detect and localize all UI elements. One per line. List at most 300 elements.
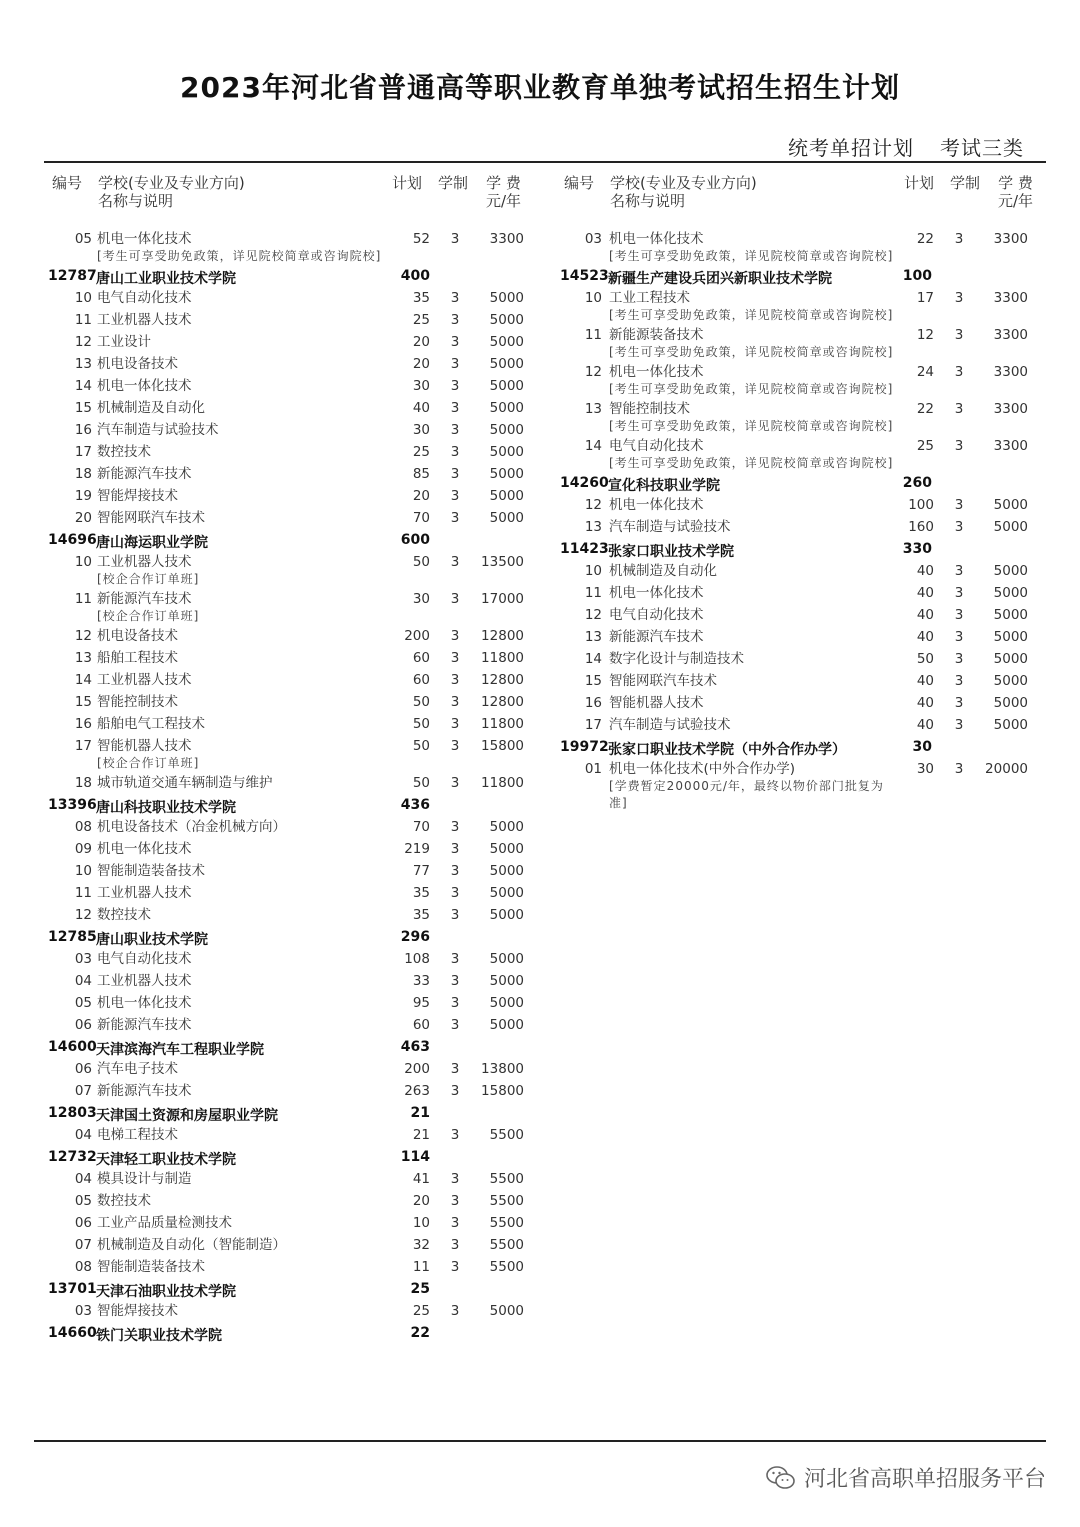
major-name: 机电一体化技术: [97, 231, 192, 247]
school-row: [558, 538, 1038, 560]
major-plan: 50: [412, 775, 430, 791]
major-years: 3: [450, 995, 460, 1011]
major-note: [校企合作订单班]: [97, 572, 200, 586]
watermark: [766, 1462, 1046, 1493]
major-fee: 5000: [489, 466, 524, 482]
major-years: 3: [450, 973, 460, 989]
school-row: [46, 1278, 536, 1300]
major-plan: 25: [412, 444, 430, 460]
major-plan: 60: [412, 650, 430, 666]
major-code: 05: [74, 1193, 92, 1209]
major-code: 03: [584, 231, 602, 247]
major-name: 工业机器人技术: [97, 554, 192, 570]
school-row: [558, 472, 1038, 494]
header-years: 学制: [438, 174, 469, 192]
major-row: [46, 1300, 536, 1322]
major-row: [558, 692, 1038, 714]
major-plan: 12: [916, 327, 934, 343]
major-name: 船舶工程技术: [97, 650, 178, 666]
major-name: 汽车制造与试验技术: [97, 422, 219, 438]
major-fee: 3300: [993, 327, 1028, 343]
major-row: [46, 713, 536, 735]
major-plan: 22: [916, 401, 934, 417]
major-fee: 3300: [993, 290, 1028, 306]
major-row: [46, 551, 536, 588]
major-plan: 20: [412, 334, 430, 350]
major-fee: 13500: [481, 554, 524, 570]
major-name: 数字化设计与制造技术: [609, 651, 744, 667]
major-name: 工业机器人技术: [97, 672, 192, 688]
major-plan: 11: [412, 1259, 430, 1275]
major-fee: 17000: [481, 591, 524, 607]
major-row: [46, 882, 536, 904]
major-years: 3: [450, 356, 460, 372]
school-plan-total: 600: [400, 532, 430, 548]
major-row: [46, 948, 536, 970]
header-plan: 计划: [904, 174, 935, 192]
major-name: 电气自动化技术: [97, 951, 192, 967]
major-years: 3: [450, 819, 460, 835]
major-plan: 40: [412, 400, 430, 416]
school-name: 宣化科技职业学院: [608, 478, 720, 494]
school-plan-total: 30: [912, 739, 932, 755]
major-code: 14: [74, 672, 92, 688]
major-row: [558, 648, 1038, 670]
major-years: 3: [954, 231, 964, 247]
major-years: 3: [450, 628, 460, 644]
major-row: [558, 516, 1038, 538]
school-plan-total: 463: [400, 1039, 430, 1055]
major-code: 15: [74, 694, 92, 710]
major-years: 3: [450, 1237, 460, 1253]
major-plan: 30: [412, 378, 430, 394]
major-row: [46, 625, 536, 647]
major-years: 3: [450, 466, 460, 482]
major-fee: 12800: [481, 672, 524, 688]
major-code: 11: [584, 585, 602, 601]
major-plan: 200: [404, 1061, 430, 1077]
major-plan: 70: [412, 510, 430, 526]
major-years: 3: [450, 1259, 460, 1275]
major-fee: 5000: [993, 673, 1028, 689]
major-fee: 5000: [489, 312, 524, 328]
major-plan: 100: [908, 497, 934, 513]
major-plan: 35: [412, 907, 430, 923]
major-years: 3: [450, 951, 460, 967]
page-subtitle: [788, 132, 1024, 161]
major-fee: 3300: [489, 231, 524, 247]
school-plan-total: 100: [902, 268, 932, 284]
major-name: 智能机器人技术: [609, 695, 704, 711]
major-name: 机电一体化技术: [609, 231, 704, 247]
school-name: 铁门关职业技术学院: [96, 1328, 222, 1344]
school-row: [558, 265, 1038, 287]
major-plan: 95: [412, 995, 430, 1011]
school-row: [46, 1102, 536, 1124]
major-row: [558, 626, 1038, 648]
major-fee: 3300: [993, 231, 1028, 247]
major-name: 数控技术: [97, 444, 151, 460]
major-years: 3: [954, 290, 964, 306]
major-row: [46, 735, 536, 772]
major-code: 16: [74, 422, 92, 438]
major-plan: 50: [916, 651, 934, 667]
major-name: 智能制造装备技术: [97, 863, 205, 879]
school-code: 14523: [560, 268, 609, 284]
major-name: 机电一体化技术: [97, 995, 192, 1011]
right-column: [558, 174, 1038, 812]
major-fee: 5000: [489, 885, 524, 901]
major-row: [46, 228, 536, 265]
major-fee: 11800: [481, 650, 524, 666]
major-row: [46, 1190, 536, 1212]
major-fee: 3300: [993, 364, 1028, 380]
major-plan: 10: [412, 1215, 430, 1231]
major-code: 07: [74, 1237, 92, 1253]
major-name: 城市轨道交通车辆制造与维护: [97, 775, 273, 791]
major-row: [558, 560, 1038, 582]
school-row: [46, 926, 536, 948]
major-years: 3: [450, 907, 460, 923]
header-school: 学校(专业及专业方向) 名称与说明: [98, 174, 245, 210]
major-years: 3: [450, 885, 460, 901]
major-row: [46, 1212, 536, 1234]
major-plan: 263: [404, 1083, 430, 1099]
major-years: 3: [450, 1083, 460, 1099]
major-plan: 25: [412, 312, 430, 328]
major-years: 3: [954, 695, 964, 711]
major-fee: 5500: [489, 1237, 524, 1253]
major-name: 机电一体化技术: [97, 841, 192, 857]
major-name: 机电一体化技术: [609, 497, 704, 513]
major-fee: 5000: [993, 585, 1028, 601]
major-code: 12: [74, 907, 92, 923]
major-name: 机电一体化技术: [609, 364, 704, 380]
school-name: 新疆生产建设兵团兴新职业技术学院: [608, 271, 832, 287]
major-years: 3: [450, 334, 460, 350]
major-row: [46, 507, 536, 529]
major-code: 04: [74, 1127, 92, 1143]
major-fee: 5500: [489, 1171, 524, 1187]
major-note: [校企合作订单班]: [97, 756, 200, 770]
major-name: 工业机器人技术: [97, 973, 192, 989]
major-years: 3: [450, 400, 460, 416]
school-code: 14260: [560, 475, 609, 491]
major-plan: 35: [412, 290, 430, 306]
major-plan: 108: [404, 951, 430, 967]
major-name: 智能焊接技术: [97, 488, 178, 504]
school-name: 天津国土资源和房屋职业学院: [96, 1108, 278, 1124]
major-row: [46, 309, 536, 331]
major-name: 电气自动化技术: [609, 438, 704, 454]
major-code: 12: [74, 334, 92, 350]
header-years: 学制: [950, 174, 981, 192]
major-plan: 50: [412, 694, 430, 710]
major-row: [558, 287, 1038, 324]
major-years: 3: [450, 1193, 460, 1209]
major-row: [558, 604, 1038, 626]
major-plan: 77: [412, 863, 430, 879]
major-years: 3: [450, 231, 460, 247]
major-years: 3: [954, 497, 964, 513]
major-fee: 5000: [489, 290, 524, 306]
major-plan: 60: [412, 672, 430, 688]
school-row: [46, 529, 536, 551]
major-row: [46, 1168, 536, 1190]
major-years: 3: [450, 738, 460, 754]
major-note: [考生可享受助免政策，详见院校简章或咨询院校]: [609, 249, 894, 263]
major-row: [558, 582, 1038, 604]
major-row: [46, 1080, 536, 1102]
major-years: 3: [450, 1171, 460, 1187]
major-row: [46, 992, 536, 1014]
major-row: [46, 904, 536, 926]
major-name: 新能源汽车技术: [97, 1017, 192, 1033]
major-fee: 5000: [489, 1017, 524, 1033]
major-fee: 15800: [481, 738, 524, 754]
major-fee: 5500: [489, 1127, 524, 1143]
major-fee: 5000: [489, 841, 524, 857]
page-title: 2023年河北省普通高等职业教育单独考试招生招生计划: [180, 71, 900, 104]
major-code: 06: [74, 1061, 92, 1077]
major-code: 17: [74, 738, 92, 754]
major-plan: 160: [908, 519, 934, 535]
major-code: 12: [584, 607, 602, 623]
major-code: 17: [74, 444, 92, 460]
major-years: 3: [450, 716, 460, 732]
header-fee: 学 费 元/年: [998, 174, 1034, 210]
major-code: 16: [584, 695, 602, 711]
major-fee: 5000: [489, 488, 524, 504]
major-fee: 12800: [481, 694, 524, 710]
major-name: 汽车制造与试验技术: [609, 519, 731, 535]
major-row: [558, 494, 1038, 516]
header-code: 编号: [52, 174, 83, 192]
school-code: 11423: [560, 541, 609, 557]
major-fee: 3300: [993, 401, 1028, 417]
major-fee: 5500: [489, 1193, 524, 1209]
major-row: [46, 1014, 536, 1036]
major-code: 18: [74, 466, 92, 482]
major-row: [46, 691, 536, 713]
major-fee: 5000: [489, 1303, 524, 1319]
major-plan: 40: [916, 629, 934, 645]
school-code: 13396: [48, 797, 97, 813]
school-name: 唐山工业职业技术学院: [96, 271, 236, 287]
major-fee: 5000: [489, 510, 524, 526]
major-plan: 25: [916, 438, 934, 454]
major-row: [46, 1058, 536, 1080]
school-code: 14696: [48, 532, 97, 548]
major-plan: 50: [412, 716, 430, 732]
major-name: 智能焊接技术: [97, 1303, 178, 1319]
major-years: 3: [450, 444, 460, 460]
major-code: 15: [584, 673, 602, 689]
major-code: 10: [74, 863, 92, 879]
major-row: [46, 772, 536, 794]
major-plan: 32: [412, 1237, 430, 1253]
major-row: [46, 669, 536, 691]
school-row: [46, 794, 536, 816]
school-name: 天津轻工职业技术学院: [96, 1152, 236, 1168]
school-row: [46, 1036, 536, 1058]
major-name: 新能源汽车技术: [97, 1083, 192, 1099]
major-code: 13: [584, 401, 602, 417]
major-row: [558, 398, 1038, 435]
major-name: 机电设备技术: [97, 356, 178, 372]
major-name: 数控技术: [97, 907, 151, 923]
major-fee: 5000: [489, 422, 524, 438]
major-fee: 3300: [993, 438, 1028, 454]
major-name: 工业设计: [97, 334, 151, 350]
major-name: 电气自动化技术: [97, 290, 192, 306]
major-fee: 13800: [481, 1061, 524, 1077]
major-name: 汽车电子技术: [97, 1061, 178, 1077]
major-code: 14: [74, 378, 92, 394]
column-header: [558, 174, 1038, 224]
major-code: 03: [74, 951, 92, 967]
major-note: [考生可享受助免政策，详见院校简章或咨询院校]: [609, 419, 894, 433]
major-years: 3: [954, 629, 964, 645]
major-plan: 21: [412, 1127, 430, 1143]
major-code: 05: [74, 995, 92, 1011]
major-years: 3: [450, 1303, 460, 1319]
left-column: [46, 174, 536, 1344]
major-code: 17: [584, 717, 602, 733]
major-fee: 5000: [489, 356, 524, 372]
major-row: [46, 463, 536, 485]
major-row: [558, 714, 1038, 736]
major-row: [46, 1124, 536, 1146]
major-note: [学费暂定20000元/年，最终以物价部门批复为准]: [609, 779, 884, 810]
major-plan: 17: [916, 290, 934, 306]
major-fee: 5000: [489, 334, 524, 350]
major-years: 3: [450, 422, 460, 438]
major-code: 08: [74, 819, 92, 835]
major-name: 新能源汽车技术: [97, 466, 192, 482]
major-row: [46, 970, 536, 992]
major-plan: 20: [412, 1193, 430, 1209]
school-plan-total: 21: [410, 1105, 430, 1121]
major-fee: 5000: [489, 995, 524, 1011]
major-years: 3: [450, 312, 460, 328]
major-code: 12: [584, 364, 602, 380]
school-code: 19972: [560, 739, 609, 755]
major-years: 3: [954, 673, 964, 689]
major-name: 新能源汽车技术: [609, 629, 704, 645]
major-code: 13: [74, 650, 92, 666]
major-years: 3: [954, 651, 964, 667]
major-row: [558, 228, 1038, 265]
major-plan: 40: [916, 563, 934, 579]
major-note: [考生可享受助免政策，详见院校简章或咨询院校]: [97, 249, 382, 263]
major-row: [46, 860, 536, 882]
watermark-text: 河北省高职单招服务平台: [803, 1467, 1046, 1492]
major-name: 工业机器人技术: [97, 885, 192, 901]
major-note: [考生可享受助免政策，详见院校简章或咨询院校]: [609, 456, 894, 470]
major-code: 14: [584, 438, 602, 454]
major-code: 04: [74, 973, 92, 989]
header-plan: 计划: [392, 174, 423, 192]
major-fee: 5000: [489, 819, 524, 835]
major-fee: 5500: [489, 1259, 524, 1275]
major-plan: 25: [412, 1303, 430, 1319]
major-years: 3: [450, 650, 460, 666]
wechat-icon: [766, 1465, 796, 1491]
major-name: 机械制造及自动化: [609, 563, 717, 579]
major-plan: 20: [412, 356, 430, 372]
major-years: 3: [450, 1061, 460, 1077]
bottom-rule: [34, 1440, 1046, 1442]
major-years: 3: [450, 378, 460, 394]
major-row: [46, 1234, 536, 1256]
school-plan-total: 400: [400, 268, 430, 284]
major-plan: 22: [916, 231, 934, 247]
major-years: 3: [450, 1215, 460, 1231]
column-header: [46, 174, 536, 224]
major-fee: 5000: [993, 563, 1028, 579]
school-plan-total: 436: [400, 797, 430, 813]
major-fee: 5000: [993, 695, 1028, 711]
major-row: [558, 324, 1038, 361]
school-row: [46, 1146, 536, 1168]
major-row: [46, 375, 536, 397]
major-fee: 5000: [993, 629, 1028, 645]
major-name: 机电一体化技术(中外合作办学): [609, 761, 796, 777]
major-row: [46, 1256, 536, 1278]
major-plan: 50: [412, 554, 430, 570]
major-plan: 50: [412, 738, 430, 754]
header-code: 编号: [564, 174, 595, 192]
major-plan: 30: [916, 761, 934, 777]
major-name: 电气自动化技术: [609, 607, 704, 623]
major-fee: 5000: [993, 519, 1028, 535]
major-years: 3: [450, 672, 460, 688]
major-name: 智能控制技术: [97, 694, 178, 710]
major-years: 3: [954, 401, 964, 417]
major-code: 10: [74, 554, 92, 570]
major-plan: 40: [916, 585, 934, 601]
school-code: 14600: [48, 1039, 97, 1055]
major-row: [558, 361, 1038, 398]
major-code: 11: [74, 885, 92, 901]
school-plan-total: 22: [410, 1325, 430, 1341]
major-row: [46, 485, 536, 507]
major-fee: 5000: [489, 378, 524, 394]
major-code: 18: [74, 775, 92, 791]
major-fee: 5000: [489, 863, 524, 879]
major-code: 04: [74, 1171, 92, 1187]
major-code: 19: [74, 488, 92, 504]
major-plan: 60: [412, 1017, 430, 1033]
major-plan: 35: [412, 885, 430, 901]
major-years: 3: [954, 761, 964, 777]
major-plan: 52: [412, 231, 430, 247]
major-name: 新能源装备技术: [609, 327, 704, 343]
major-row: [46, 647, 536, 669]
major-code: 12: [584, 497, 602, 513]
major-code: 06: [74, 1017, 92, 1033]
major-code: 06: [74, 1215, 92, 1231]
major-code: 11: [74, 591, 92, 607]
major-name: 智能网联汽车技术: [609, 673, 717, 689]
major-code: 09: [74, 841, 92, 857]
major-years: 3: [450, 591, 460, 607]
major-plan: 70: [412, 819, 430, 835]
major-note: [校企合作订单班]: [97, 609, 200, 623]
major-code: 14: [584, 651, 602, 667]
major-fee: 5000: [489, 973, 524, 989]
